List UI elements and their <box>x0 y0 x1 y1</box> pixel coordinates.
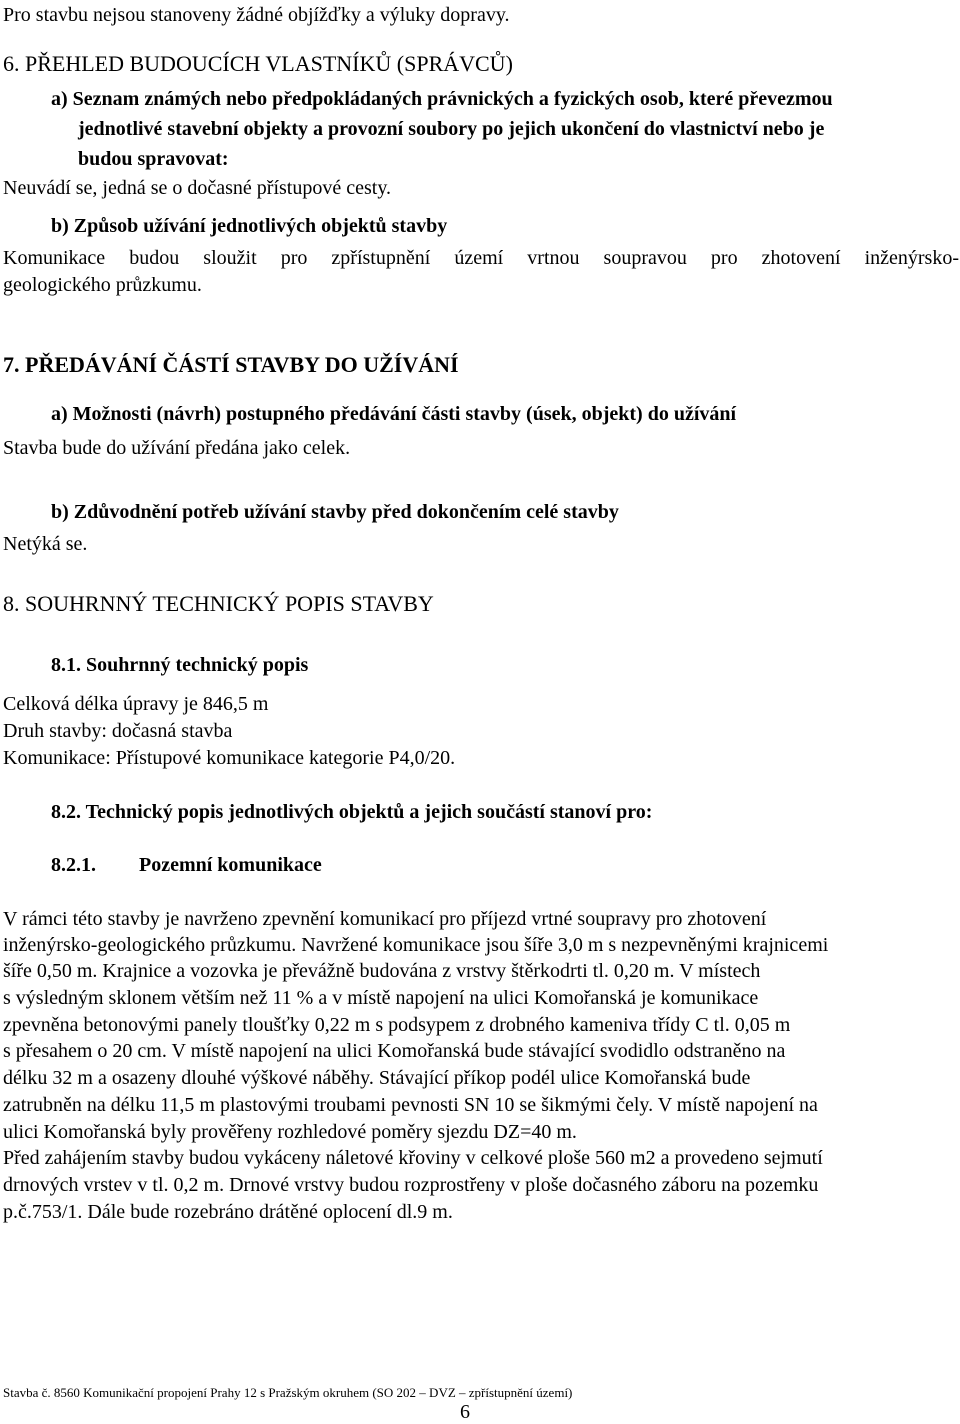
body-line-1: V rámci této stavby je navrženo zpevnění komunikací pro příjezd vrtné soupravy pro zhotovení <box>3 908 767 930</box>
section-8-1-line-2: Druh stavby: dočasná stavba <box>3 720 233 742</box>
section-8-1-heading: 8.1. Souhrnný technický popis <box>51 654 309 676</box>
footer-text: Stavba č. 8560 Komunikační propojení Prahy 12 s Pražským okruhem (SO 202 – DVZ – zpřístupnění území) <box>3 1385 573 1400</box>
body-line-10: Před zahájením stavby budou vykáceny náletové křoviny v celkové ploše 560 m2 a provedeno sejmutí <box>3 1147 823 1169</box>
section-7b-heading: b) Zdůvodnění potřeb užívání stavby před dokončením celé stavby <box>51 501 619 523</box>
body-line-7: délku 32 m a osazeny dlouhé výškové náběhy. Stávající příkop podél ulice Komořanská bude <box>3 1067 751 1089</box>
section-6b-text-line-1: Komunikace budou sloužit pro zpřístupnění území vrtnou soupravou pro zhotovení inženýrsko- <box>3 247 959 269</box>
section-8-heading: 8. SOUHRNNÝ TECHNICKÝ POPIS STAVBY <box>3 591 434 616</box>
section-7b-text: Netýká se. <box>3 533 88 555</box>
body-line-5: zpevněna betonovými panely tloušťky 0,22 m s podsypem z drobného kameniva třídy C tl. 0,05 m <box>3 1014 791 1036</box>
section-7a-text: Stavba bude do užívání předána jako celek. <box>3 437 351 459</box>
section-8-2-1-title: Pozemní komunikace <box>139 854 322 876</box>
section-6a-heading-line-3: budou spravovat: <box>78 148 229 170</box>
section-8-2-1-number: 8.2.1. <box>51 854 96 876</box>
body-line-9: ulici Komořanská byly prověřeny rozhledové poměry sjezdu DZ=40 m. <box>3 1121 577 1143</box>
section-6a-heading-line-1: a) Seznam známých nebo předpokládaných právnických a fyzických osob, které převezmou <box>51 88 833 110</box>
section-6b-text-line-2: geologického průzkumu. <box>3 274 202 296</box>
section-7-heading: 7. PŘEDÁVÁNÍ ČÁSTÍ STAVBY DO UŽÍVÁNÍ <box>3 352 459 377</box>
section-8-1-line-3: Komunikace: Přístupové komunikace kategorie P4,0/20. <box>3 747 456 769</box>
section-6a-text: Neuvádí se, jedná se o dočasné přístupové cesty. <box>3 177 392 199</box>
body-line-3: šíře 0,50 m. Krajnice a vozovka je převážně budována z vrstvy štěrkodrti tl. 0,20 m. V místech <box>3 960 761 982</box>
section-8-1-line-1: Celková délka úpravy je 846,5 m <box>3 693 269 715</box>
body-line-11: drnových vrstev v tl. 0,2 m. Drnové vrstvy budou rozprostřeny v ploše dočasného záboru na pozemku <box>3 1174 819 1196</box>
page-number: 6 <box>460 1401 470 1423</box>
section-6-heading: 6. PŘEHLED BUDOUCÍCH VLASTNÍKŮ (SPRÁVCŮ) <box>3 51 513 76</box>
section-7a-heading: a) Možnosti (návrh) postupného předávání části stavby (úsek, objekt) do užívání <box>51 403 737 425</box>
body-line-8: zatrubněn na délku 11,5 m plastovými troubami pevnosti SN 10 se šikmými čely. V místě napojení na <box>3 1094 818 1116</box>
intro-text: Pro stavbu nejsou stanoveny žádné objížďky a výluky dopravy. <box>3 4 510 26</box>
body-line-6: s přesahem o 20 cm. V místě napojení na ulici Komořanská bude stávající svodidlo odstraněno na <box>3 1040 786 1062</box>
section-8-2-heading: 8.2. Technický popis jednotlivých objektů a jejich součástí stanoví pro: <box>51 801 653 823</box>
section-6a-heading-line-2: jednotlivé stavební objekty a provozní soubory po jejich ukončení do vlastnictví nebo je <box>78 118 825 140</box>
body-line-12: p.č.753/1. Dále bude rozebráno drátěné oplocení dl.9 m. <box>3 1201 453 1223</box>
body-line-4: s výsledným sklonem větším než 11 % a v místě napojení na ulici Komořanská je komunikace <box>3 987 759 1009</box>
body-line-2: inženýrsko-geologického průzkumu. Navržené komunikace jsou šíře 3,0 m s nezpevněnými krajnicemi <box>3 934 829 956</box>
section-6b-heading: b) Způsob užívání jednotlivých objektů stavby <box>51 215 448 237</box>
